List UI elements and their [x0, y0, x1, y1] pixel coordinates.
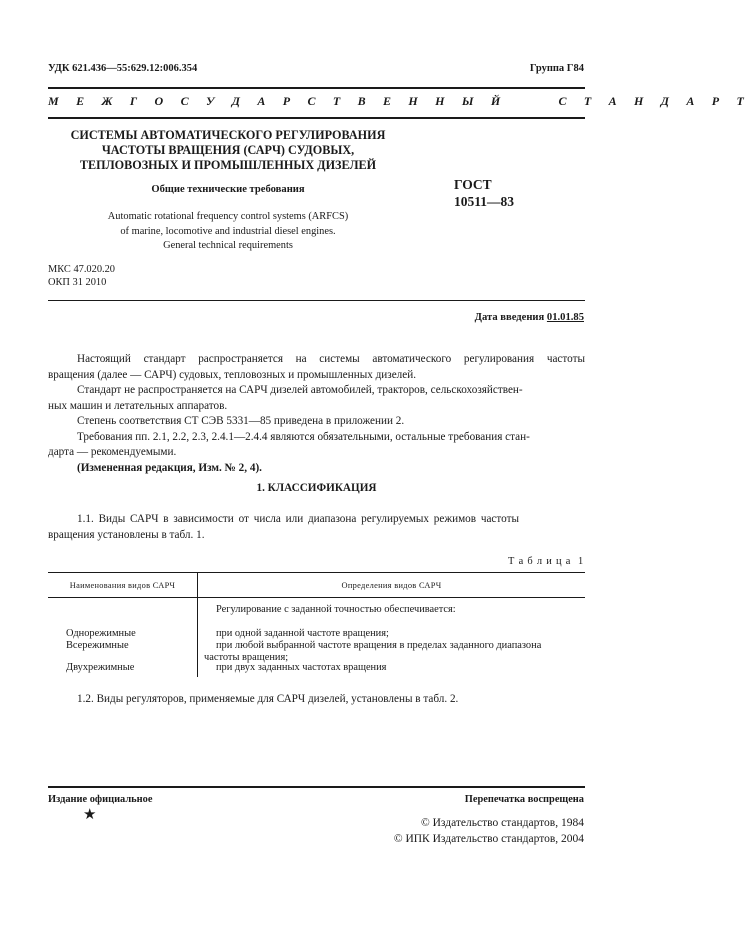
table-caption: Т а б л и ц а 1	[508, 556, 584, 567]
standard-type-text: М Е Ж Г О С У Д А Р С Т В Е Н Н Ы Й С Т А Н Д А Р Т	[48, 94, 751, 108]
scope-line-2: вращения (далее — САРЧ) судовых, тепловозных и промышленных дизелей.	[48, 368, 417, 381]
reprint-notice: Перепечатка воспрещена	[464, 794, 584, 805]
clause-1-1-line-2: вращения установлены в табл. 1.	[48, 528, 205, 541]
copyright-block	[394, 815, 584, 847]
header-rule-2	[48, 117, 585, 119]
subtitle: Общие технические требования	[151, 184, 305, 195]
table-intro: Регулирование с заданной точностью обеспечивается:	[216, 604, 456, 615]
paragraph-scope	[48, 352, 585, 476]
copyright-1984: © Издательство стандартов, 1984	[420, 817, 584, 829]
copyright-2004: © ИПК Издательство стандартов, 2004	[393, 833, 584, 845]
table-row-3-name: Двухрежимные	[66, 662, 135, 673]
english-title-3: General technical requirements	[163, 240, 293, 251]
exclusion-line-2: ных машин и летательных аппаратов.	[48, 399, 228, 412]
udk-code: УДК 621.436—55:629.12:006.354	[48, 63, 198, 74]
intro-date-label: Дата введения	[474, 312, 545, 323]
gost-label: ГОСТ	[454, 177, 492, 192]
okp-code: ОКП 31 2010	[48, 277, 107, 288]
table-header-definition: Определения видов САРЧ	[341, 581, 442, 590]
english-title-2: of marine, locomotive and industrial diesel engines.	[120, 225, 336, 237]
clause-1-1-line-1: 1.1. Виды САРЧ в зависимости от числа или диапазона регулируемых режимов частоты	[77, 513, 519, 525]
official-edition: Издание официальное	[48, 794, 153, 805]
table-header-rule	[48, 597, 585, 598]
header-rule	[48, 87, 585, 89]
requirements-line-2: дарта — рекомендуемыми.	[48, 446, 177, 458]
table-row-2-def-1: при любой выбранной частоте вращения в пределах заданного диапазона	[216, 640, 542, 651]
english-title-1: Automatic rotational frequency control systems (ARFCS)	[107, 211, 349, 222]
conformity-line: Степень соответствия СТ СЭВ 5331—85 приведена в приложении 2.	[77, 415, 405, 427]
title-block	[48, 128, 408, 173]
clause-1-1	[48, 512, 585, 543]
table-row-1-def: при одной заданной частоте вращения;	[216, 628, 389, 639]
title-line-3: ТЕПЛОВОЗНЫХ И ПРОМЫШЛЕННЫХ ДИЗЕЛЕЙ	[79, 158, 377, 172]
intro-date	[475, 312, 584, 323]
intro-date-value: 01.01.85	[546, 312, 584, 323]
table-row-3-def: при двух заданных частотах вращения	[216, 662, 387, 673]
amendment-note: (Измененная редакция, Изм. № 2, 4).	[77, 461, 262, 474]
section-heading: 1. КЛАССИФИКАЦИЯ	[256, 482, 377, 494]
standard-type	[48, 94, 751, 109]
title-line-1: СИСТЕМЫ АВТОМАТИЧЕСКОГО РЕГУЛИРОВАНИЯ	[70, 128, 386, 142]
footer-rule	[48, 786, 585, 788]
group-code: Группа Г84	[529, 63, 584, 74]
english-title	[48, 210, 408, 254]
exclusion-line-1: Стандарт не распространяется на САРЧ дизелей автомобилей, тракторов, сельскохозяйствен-	[77, 384, 523, 396]
table-row-1-name: Однорежимные	[66, 628, 136, 639]
gost-designation	[454, 176, 514, 210]
table-top-rule	[48, 572, 585, 573]
clause-1-2: 1.2. Виды регуляторов, применяемые для САРЧ дизелей, установлены в табл. 2.	[77, 693, 459, 705]
table-row-2-def-2: частоты вращения;	[204, 652, 289, 663]
codes-rule	[48, 300, 585, 301]
mks-code: МКС 47.020.20	[48, 264, 116, 275]
title-line-2: ЧАСТОТЫ ВРАЩЕНИЯ (САРЧ) СУДОВЫХ,	[101, 143, 355, 157]
scope-line-1: Настоящий стандарт распространяется на системы автоматического регулирования частоты	[77, 353, 585, 365]
classification-codes	[48, 263, 115, 289]
requirements-line-1: Требования пп. 2.1, 2.2, 2.3, 2.4.1—2.4.4 являются обязательными, остальные требования стан-	[77, 430, 530, 443]
table-header-name: Наименования видов САРЧ	[69, 581, 176, 590]
gost-number: 10511—83	[454, 194, 515, 209]
table-row-2-name: Всережимные	[66, 640, 129, 651]
star-icon: ★	[83, 807, 97, 823]
